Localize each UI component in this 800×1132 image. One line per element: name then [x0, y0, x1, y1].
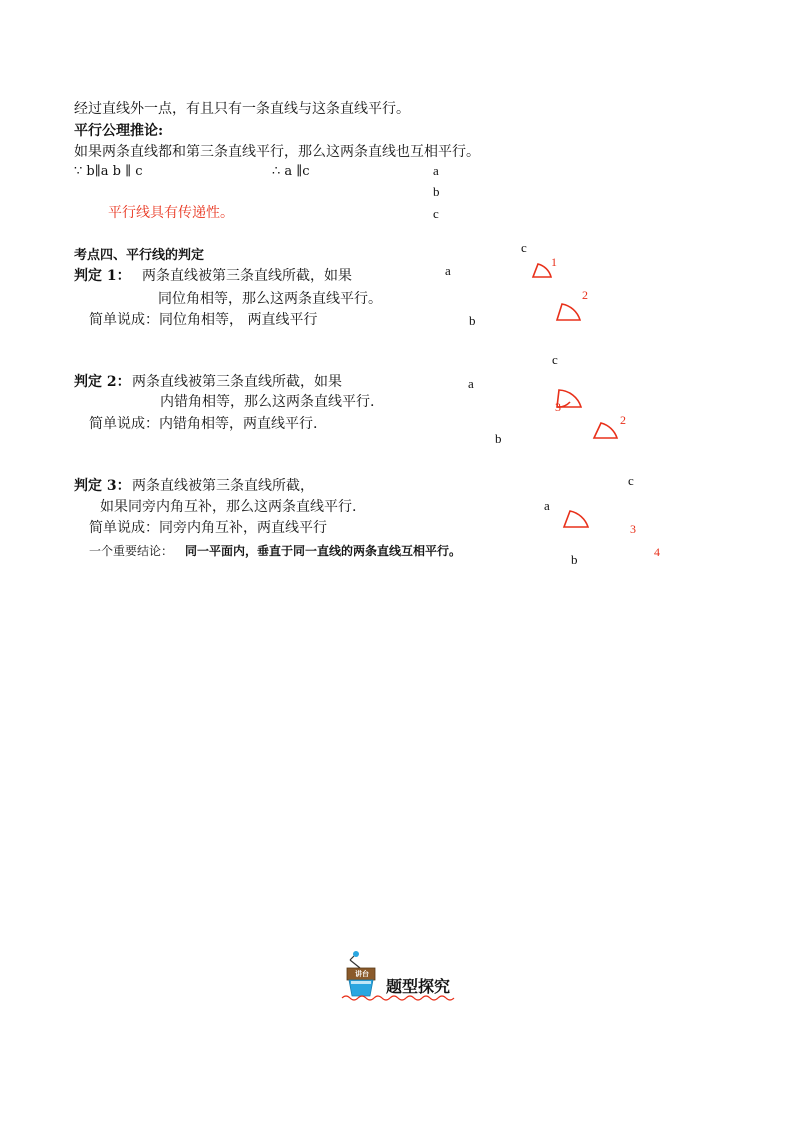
rule3-conclusion: 同一平面内，垂直于同一直线的两条直线互相平行。: [185, 544, 462, 558]
rule2-head: 判定 2：: [74, 374, 131, 390]
fig2-angle-2: 2: [620, 413, 626, 427]
fig2-label-b: b: [495, 431, 502, 446]
rule1-simple: 简单说成：同位角相等， 两直线平行: [89, 312, 318, 328]
fig2-label-a: a: [468, 376, 474, 391]
fig3-angle-3: 3: [630, 522, 636, 536]
rule2-simple: 简单说成：内错角相等，两直线平行.: [89, 416, 318, 432]
section-title: 考点四、平行线的判定: [74, 248, 205, 263]
axiom-statement: 经过直线外一点，有且只有一条直线与这条直线平行。: [74, 101, 410, 117]
rule3-conclusion-prefix: 一个重要结论：: [89, 544, 174, 558]
transitive-property: 平行线具有传递性。: [108, 205, 234, 221]
because-statement: ∵ b∥a b ∥ c: [74, 164, 143, 179]
rule2-line2: 内错角相等，那么这两条直线平行.: [160, 394, 375, 410]
fig2-label-c: c: [552, 352, 558, 367]
rule2-line1: 两条直线被第三条直线所截，如果: [132, 374, 342, 390]
fig3-label-b: b: [571, 552, 578, 567]
section-header-podium: [340, 950, 470, 1000]
rule3-line1: 两条直线被第三条直线所截，: [132, 478, 314, 494]
podium-label: 讲台: [355, 970, 369, 978]
fig1-label-c: c: [521, 240, 527, 255]
corollary-title: 平行公理推论:: [74, 123, 164, 139]
fig3-label-c: c: [628, 473, 634, 488]
corollary-text: 如果两条直线都和第三条直线平行，那么这两条直线也互相平行。: [74, 144, 480, 160]
fig3-label-a: a: [544, 498, 550, 513]
line-label-c: c: [433, 206, 439, 221]
rule3-simple: 简单说成：同旁内角互补，两直线平行: [89, 520, 327, 536]
fig1-label-a: a: [445, 263, 451, 278]
section-header-title: 题型探究: [386, 977, 451, 996]
rule3-line2: 如果同旁内角互补，那么这两条直线平行.: [100, 499, 357, 515]
rule1-head: 判定 1：: [74, 268, 131, 284]
rule1-line1: 两条直线被第三条直线所截，如果: [142, 268, 352, 284]
fig3-angle-4: 4: [654, 545, 660, 559]
fig1-angle-1: 1: [551, 255, 557, 269]
fig2-angle-3: 3: [555, 400, 561, 414]
rule3-head: 判定 3：: [74, 478, 131, 494]
therefore-statement: ∴ a ∥c: [272, 164, 310, 179]
line-label-b: b: [433, 184, 440, 199]
title-underline: [340, 994, 470, 1002]
fig1-label-b: b: [469, 313, 476, 328]
fig1-angle-2: 2: [582, 288, 588, 302]
line-label-a: a: [433, 163, 439, 178]
rule1-line2: 同位角相等，那么这两条直线平行。: [158, 291, 382, 307]
